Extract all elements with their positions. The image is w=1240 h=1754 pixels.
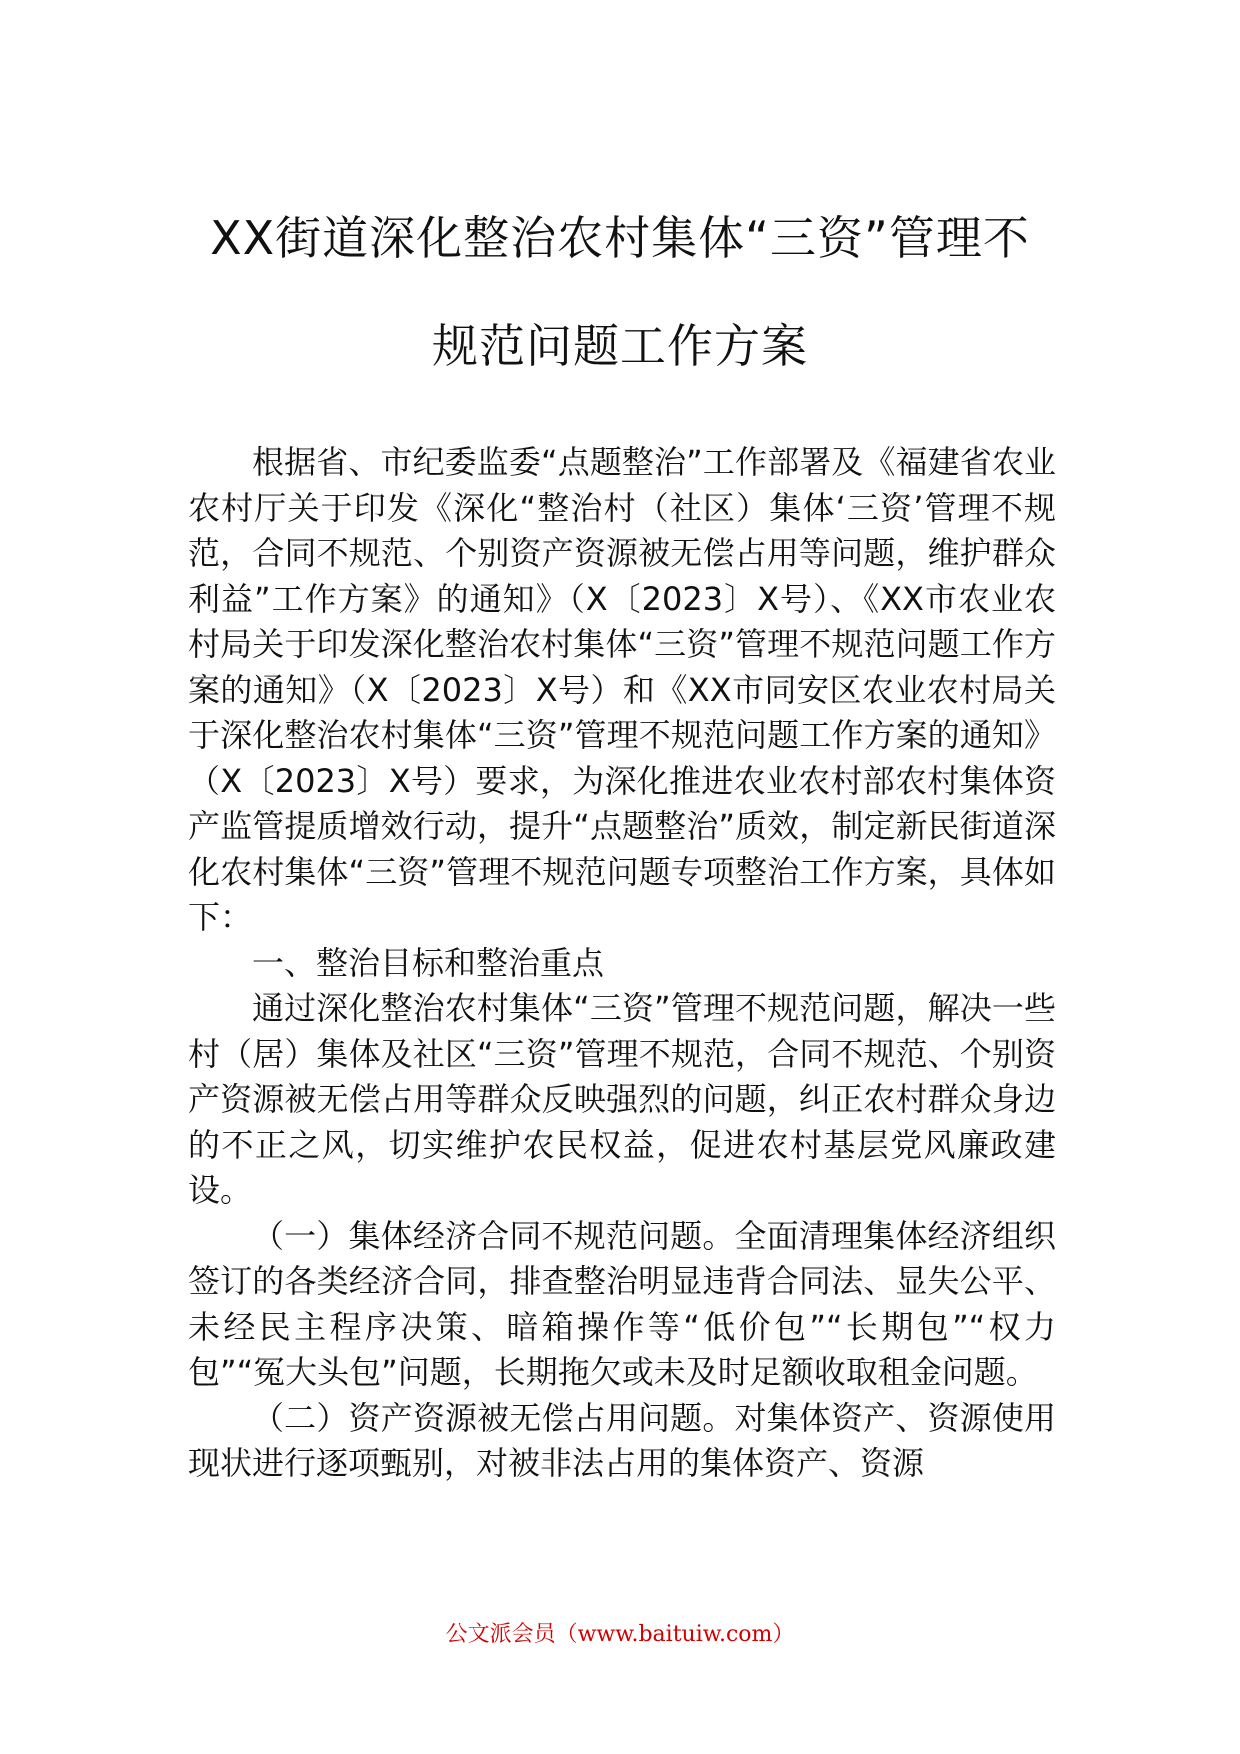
section-heading: 一、整治目标和整治重点 xyxy=(252,943,605,982)
paragraph-item-2: （二）资产资源被无偿占用问题。对集体资产、资源使用现状进行逐项甄别，对被非法占用的集体资产、资源 xyxy=(188,1398,1056,1482)
document-title xyxy=(180,184,1060,400)
paragraph-goals: 通过深化整治农村集体“三资”管理不规范问题，解决一些村（居）集体及社区“三资”管理不规范，合同不规范、个别资产资源被无偿占用等群众反映强烈的问题，纠正农村群众身边的不正之风，切实维护农民权益，促进农村基层党风廉政建设。 xyxy=(188,989,1056,1209)
title-line-2: 规范问题工作方案 xyxy=(432,319,808,373)
footer-watermark: 公文派会员（www.baituiw.com） xyxy=(445,1622,795,1647)
paragraph-item-1: （一）集体经济合同不规范问题。全面清理集体经济组织签订的各类经济合同，排查整治明显违背合同法、显失公平、未经民主程序决策、暗箱操作等“低价包”“长期包”“权力包”“冤大头包”问题，长期拖欠或未及时足额收取租金问题。 xyxy=(188,1216,1056,1391)
title-line-1: XX街道深化整治农村集体“三资”管理不 xyxy=(210,211,1030,265)
document-body xyxy=(188,440,1056,1487)
paragraph-intro: 根据省、市纪委监委“点题整治”工作部署及《福建省农业农村厅关于印发《深化“整治村（社区）集体‘三资’管理不规范，合同不规范、个别资产资源被无偿占用等问题，维护群众利益”工作方案》的通知》（X〔2023〕X号）、《XX市农业农村局关于印发深化整治农村集体“三资”管理不规范问题工作方案的通知》（X〔2023〕X号）和《XX市同安区农业农村局关于深化整治农村集体“三资”管理不规范问题工作方案的通知》（X〔2023〕X号）要求，为深化推进农业农村部农村集体资产监管提质增效行动，提升“点题整治”质效，制定新民街道深化农村集体“三资”管理不规范问题专项整治工作方案，具体如下： xyxy=(188,443,1056,936)
